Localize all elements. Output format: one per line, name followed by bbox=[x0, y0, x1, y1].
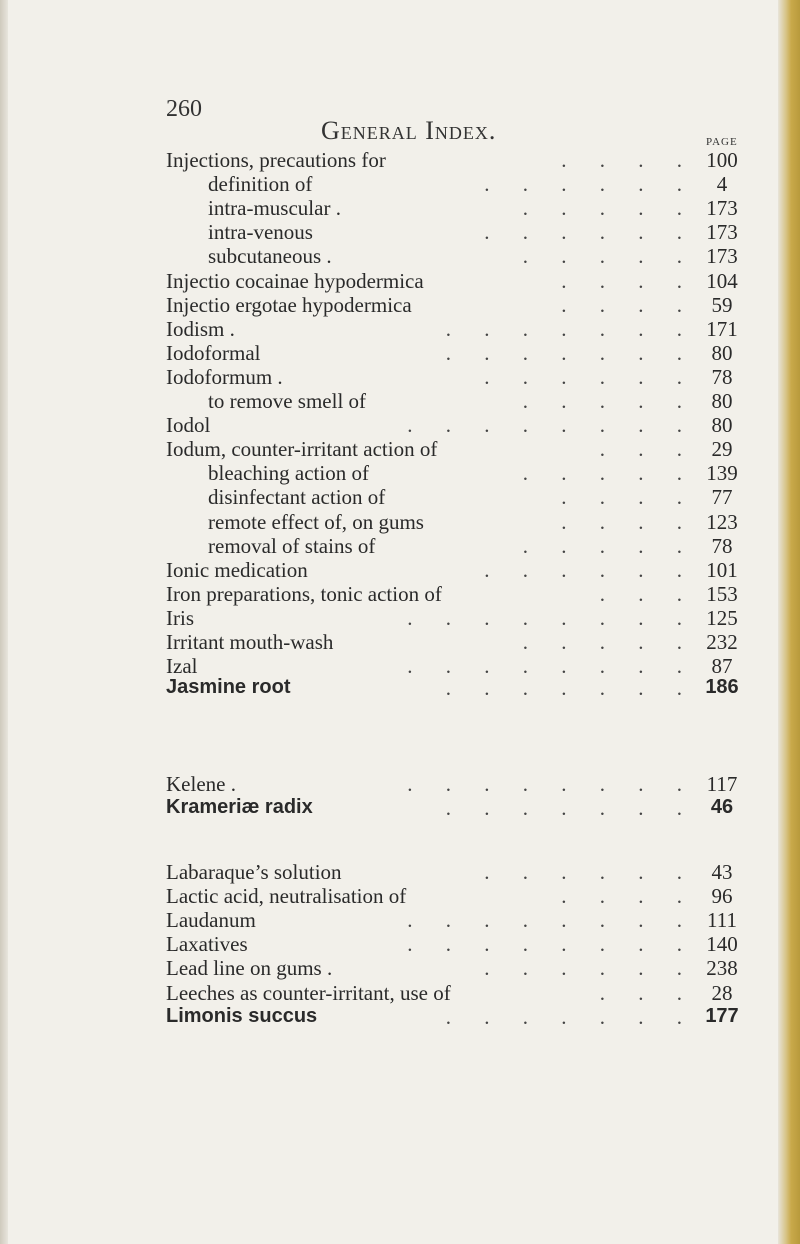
index-term: Ionic medication bbox=[166, 557, 308, 582]
page-reference: 46 bbox=[710, 796, 734, 819]
index-term: Irritant mouth-wash bbox=[166, 630, 334, 654]
page-reference: 171 bbox=[706, 316, 738, 341]
page-reference: 153 bbox=[706, 581, 738, 606]
leader-dots: . . . . . . bbox=[484, 364, 696, 389]
index-term: Iodol bbox=[166, 413, 211, 438]
leader-dots: . . . . . . . bbox=[445, 1004, 696, 1029]
page-reference: 77 bbox=[711, 485, 733, 510]
index-term: intra-venous bbox=[208, 220, 313, 245]
page-reference: 100 bbox=[706, 148, 738, 172]
leader-dots: . . . . . . . . bbox=[407, 413, 696, 438]
leader-dots: . . . . . bbox=[522, 533, 696, 558]
page-reference: 29 bbox=[711, 437, 733, 462]
page-reference: 87 bbox=[711, 654, 733, 679]
index-term: Iodism . bbox=[166, 316, 235, 341]
index-term: Limonis succus bbox=[166, 1004, 318, 1027]
index-term: to remove smell of bbox=[208, 389, 367, 413]
leader-dots: . . . . . . . . bbox=[407, 908, 696, 933]
page-reference: 139 bbox=[706, 461, 738, 486]
leader-dots: . . . . . . . . bbox=[407, 772, 696, 796]
index-term: Labaraque’s solution bbox=[166, 860, 342, 884]
page-reference: 104 bbox=[706, 268, 738, 293]
leader-dots: . . . . . bbox=[522, 244, 696, 269]
page-reference: 173 bbox=[706, 220, 738, 245]
index-term: Iodoformal bbox=[166, 340, 261, 365]
leader-dots: . . . . . bbox=[522, 389, 696, 413]
page-reference: 80 bbox=[711, 413, 733, 438]
page-reference: 59 bbox=[711, 292, 733, 317]
leader-dots: . . . bbox=[599, 980, 696, 1005]
leader-dots: . . . bbox=[599, 437, 696, 462]
index-term: disinfectant action of bbox=[208, 485, 386, 510]
page-reference: 123 bbox=[706, 509, 738, 534]
index-entry bbox=[0, 796, 800, 824]
page-reference: 96 bbox=[711, 884, 733, 909]
leader-dots: . . . . . . bbox=[484, 860, 696, 884]
leader-dots: . . . . . . . bbox=[445, 316, 696, 341]
leader-dots: . . . . . . . . bbox=[407, 654, 696, 679]
page-reference: 173 bbox=[706, 244, 738, 269]
page-reference: 125 bbox=[706, 605, 738, 630]
page-column-label: PAGE bbox=[706, 136, 738, 148]
index-term: Injections, precautions for bbox=[166, 148, 386, 172]
index-term: Krameriæ radix bbox=[166, 796, 313, 819]
page-reference: 117 bbox=[706, 772, 738, 796]
index-term: Iris bbox=[166, 605, 194, 630]
index-term: intra-muscular . bbox=[208, 196, 341, 221]
index-term: Laxatives bbox=[166, 932, 248, 957]
index-term: Iron preparations, tonic action of bbox=[166, 581, 442, 606]
index-term: bleaching action of bbox=[208, 461, 369, 486]
index-term: Injectio ergotae hypodermica bbox=[166, 292, 412, 317]
page-reference: 111 bbox=[707, 908, 737, 933]
page-reference: 78 bbox=[711, 533, 733, 558]
index-term: Kelene . bbox=[166, 772, 236, 796]
page-reference: 232 bbox=[706, 630, 738, 654]
index-term: Jasmine root bbox=[166, 676, 291, 698]
page-reference: 28 bbox=[711, 980, 733, 1005]
leader-dots: . . . . bbox=[561, 485, 696, 510]
index-term: Iodoformum . bbox=[166, 364, 283, 389]
leader-dots: . . . . . . . . bbox=[407, 932, 696, 957]
index-entry bbox=[0, 1005, 800, 1033]
page-reference: 78 bbox=[711, 364, 733, 389]
page-reference: 101 bbox=[706, 557, 738, 582]
index-term: Lead line on gums . bbox=[166, 956, 333, 981]
index-term: Leeches as counter-irritant, use of bbox=[166, 980, 451, 1005]
leader-dots: . . . . bbox=[561, 884, 696, 909]
leader-dots: . . . . . bbox=[522, 461, 696, 486]
leader-dots: . . . . bbox=[561, 268, 696, 293]
page-reference: 80 bbox=[711, 340, 733, 365]
index-term: Iodum, counter-irritant action of bbox=[166, 437, 438, 462]
index-term: subcutaneous . bbox=[208, 244, 332, 269]
leader-dots: . . . . bbox=[561, 292, 696, 317]
page-reference: 4 bbox=[716, 172, 728, 197]
page-reference: 43 bbox=[711, 860, 733, 884]
leader-dots: . . . . . . . bbox=[445, 796, 696, 821]
leader-dots: . . . bbox=[599, 581, 696, 606]
leader-dots: . . . . . . bbox=[484, 956, 696, 981]
page-reference: 177 bbox=[705, 1004, 739, 1027]
index-term: removal of stains of bbox=[208, 533, 376, 558]
page-reference: 173 bbox=[706, 196, 738, 221]
page-reference: 140 bbox=[706, 932, 738, 957]
leader-dots: . . . . bbox=[561, 509, 696, 534]
page-reference: 238 bbox=[706, 956, 738, 981]
page-number: 260 bbox=[166, 96, 202, 122]
page-reference: 80 bbox=[711, 389, 733, 413]
index-term: Injectio cocainae hypodermica bbox=[166, 268, 424, 293]
leader-dots: . . . . bbox=[561, 148, 696, 172]
index-term: Laudanum bbox=[166, 908, 256, 933]
page-reference: 186 bbox=[705, 676, 739, 698]
leader-dots: . . . . . . bbox=[484, 557, 696, 582]
index-term: Lactic acid, neutralisation of bbox=[166, 884, 407, 909]
leader-dots: . . . . . bbox=[522, 196, 696, 221]
running-title: General Index. bbox=[321, 116, 497, 145]
leader-dots: . . . . . . . . bbox=[407, 605, 696, 630]
index-term: Izal bbox=[166, 654, 198, 679]
leader-dots: . . . . . bbox=[522, 630, 696, 654]
leader-dots: . . . . . . bbox=[484, 172, 696, 197]
leader-dots: . . . . . . . bbox=[445, 340, 696, 365]
index-entry bbox=[0, 676, 800, 704]
leader-dots: . . . . . . bbox=[484, 220, 696, 245]
leader-dots: . . . . . . . bbox=[445, 676, 696, 700]
index-term: definition of bbox=[208, 172, 313, 197]
index-term: remote effect of, on gums bbox=[208, 509, 424, 534]
